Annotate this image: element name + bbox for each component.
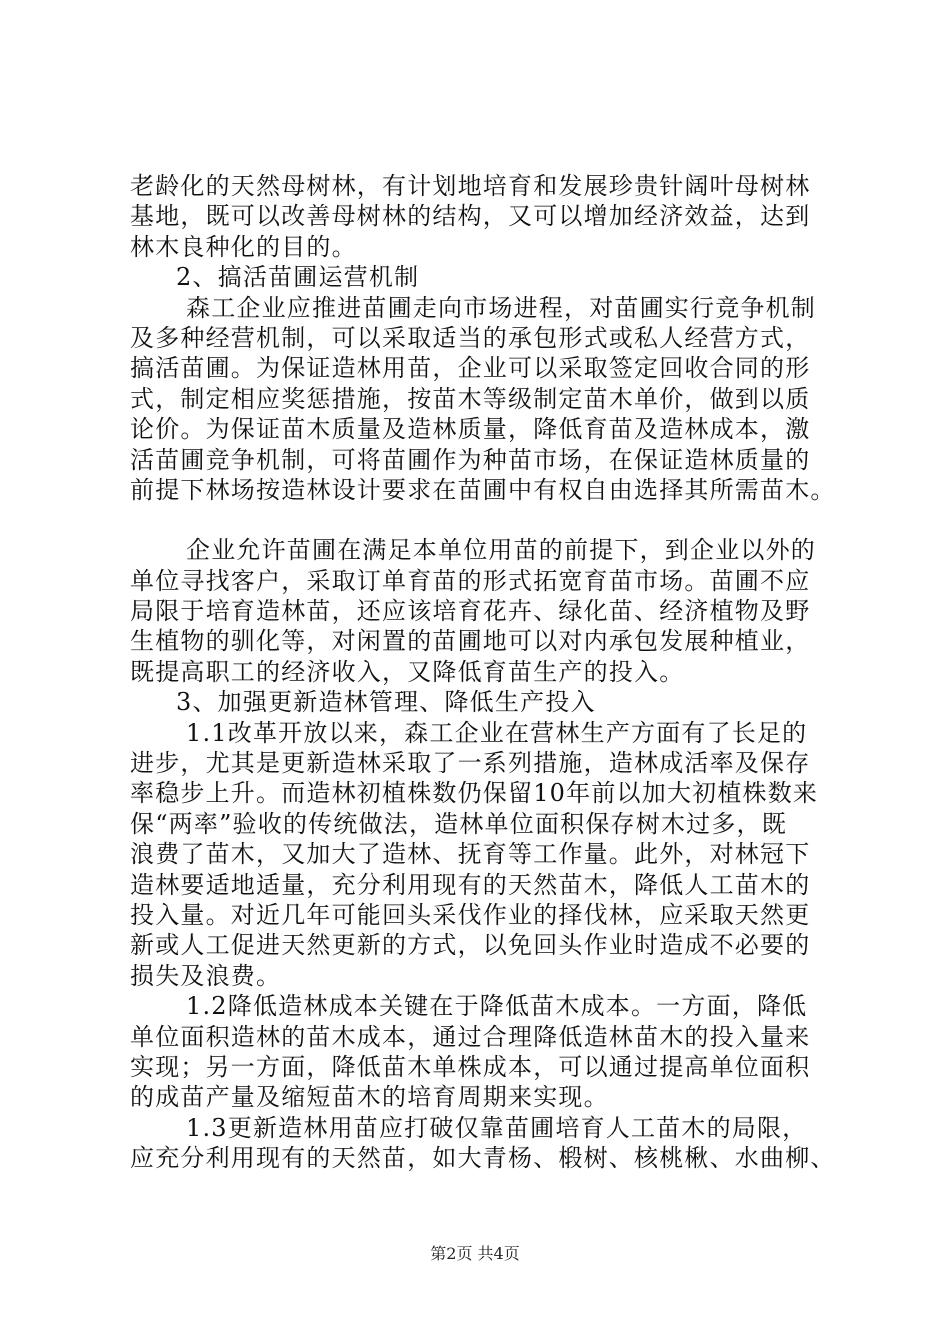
- text-line: 前提下林场按造林设计要求在苗圃中有权自由选择其所需苗木。: [130, 475, 836, 504]
- text-line: 1.1改革开放以来，森工企业在营林生产方面有了长足的: [186, 718, 808, 747]
- page-footer: [0, 1244, 950, 1264]
- paragraph-gap: [130, 505, 836, 535]
- text-line: 率稳步上升。而造林初植株数仍保留10年前以加大初植株数来: [130, 779, 819, 808]
- section-heading-3: [130, 687, 836, 717]
- text-line: 森工企业应推进苗圃走向市场进程，对苗圃实行竞争机制: [186, 293, 816, 322]
- text-line: 式，制定相应奖惩措施，按苗木等级制定苗木单价，做到以质: [130, 384, 811, 413]
- paragraph-1-3: [130, 1113, 836, 1174]
- text-line: 进步，尤其是更新造林采取了一系列措施，造林成活率及保存: [130, 749, 811, 778]
- text-line: 企业允许苗圃在满足本单位用苗的前提下，到企业以外的: [186, 536, 816, 565]
- text-line: 生植物的驯化等，对闲置的苗圃地可以对内承包发展种植业，: [130, 627, 811, 656]
- paragraph-3: [130, 535, 836, 687]
- text-line: 及多种经营机制，可以采取适当的承包形式或私人经营方式，: [130, 323, 811, 352]
- text-line: 造林要适地适量，充分利用现有的天然苗木，降低人工苗木的: [130, 870, 811, 899]
- text-line: 论价。为保证苗木质量及造林质量，降低育苗及造林成本，激: [130, 415, 811, 444]
- text-line: 的成苗产量及缩短苗木的培育周期来实现。: [130, 1083, 609, 1112]
- text-line: 实现；另一方面，降低苗木单株成本，可以通过提高单位面积: [130, 1052, 811, 1081]
- heading-line: 2、搞活苗圃运营机制: [176, 263, 420, 292]
- text-line: 单位面积造林的苗木成本，通过合理降低造林苗木的投入量来: [130, 1022, 811, 1051]
- text-line: 1.3更新造林用苗应打破仅靠苗圃培育人工苗木的局限，: [186, 1113, 808, 1142]
- text-line: 1.2降低造林成本关键在于降低苗木成本。一方面，降低: [186, 992, 808, 1021]
- page-number-label: 第2页 共4页: [430, 1244, 520, 1263]
- paragraph-1-2: [130, 991, 836, 1113]
- text-line: 局限于培育造林苗，还应该培育花卉、绿化苗、经济植物及野: [130, 597, 811, 626]
- paragraph-2: [130, 293, 836, 506]
- text-line: 基地，既可以改善母树林的结构，又可以增加经济效益，达到: [130, 202, 811, 231]
- text-line: 浪费了苗木，又加大了造林、抚育等工作量。此外，对林冠下: [130, 840, 811, 869]
- paragraph-1: [130, 171, 836, 262]
- text-line: 保“两率”验收的传统做法，造林单位面积保存树木过多，既: [130, 809, 787, 838]
- text-line: 损失及浪费。: [130, 961, 282, 990]
- body-text: [130, 171, 836, 1174]
- text-line: 搞活苗圃。为保证造林用苗，企业可以采取签定回收合同的形: [130, 354, 811, 383]
- section-heading-2: [130, 262, 836, 292]
- text-line: 老龄化的天然母树林，有计划地培育和发展珍贵针阔叶母树林: [130, 172, 811, 200]
- text-line: 活苗圃竞争机制，可将苗圃作为种苗市场，在保证造林质量的: [130, 445, 811, 474]
- heading-line: 3、加强更新造林管理、降低生产投入: [176, 688, 596, 717]
- text-line: 既提高职工的经济收入，又降低育苗生产的投入。: [130, 657, 685, 686]
- text-line: 应充分利用现有的天然苗，如大青杨、椴树、核桃楸、水曲柳、: [130, 1144, 836, 1173]
- text-line: 投入量。对近几年可能回头采伐作业的择伐林，应采取天然更: [130, 900, 811, 929]
- paragraph-1-1: [130, 718, 836, 992]
- text-line: 单位寻找客户，采取订单育苗的形式拓宽育苗市场。苗圃不应: [130, 566, 811, 595]
- text-line: 林木良种化的目的。: [130, 232, 357, 261]
- text-line: 新或人工促进天然更新的方式，以免回头作业时造成不必要的: [130, 931, 811, 960]
